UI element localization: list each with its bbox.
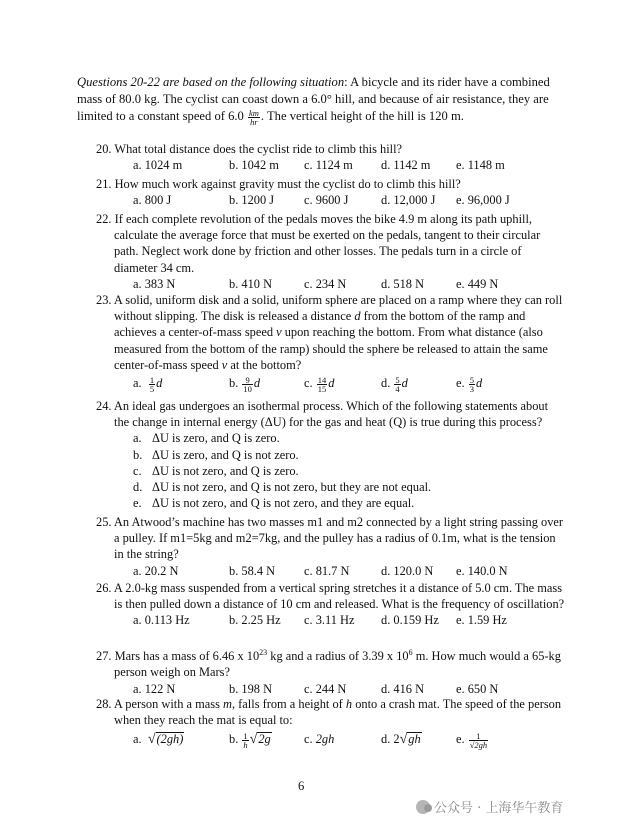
option-e[interactable]: e. 449 N xyxy=(456,276,499,291)
option-c[interactable]: c. 244 N xyxy=(304,681,347,696)
question-26: 26. A 2.0-kg mass suspended from a vertical spring stretches it a distance of 5.0 cm. The mass is then pulled down a distance of 10 cm and released. What is the frequency of oscillation? a. 0.113 Hz b. 2.25 Hz c. 3.11 Hz d. 0.159 Hz e. 1.59 Hz xyxy=(96,581,565,628)
options-23 xyxy=(96,375,566,397)
option-a[interactable]: a. 122 N xyxy=(133,681,176,696)
option-d[interactable]: d. 416 N xyxy=(381,681,425,696)
option-e[interactable]: e. $\frac{5}{3}$ d xyxy=(456,374,483,394)
options-26 xyxy=(96,612,566,628)
option-e[interactable]: e. $\frac{1}{√2gh}$ xyxy=(456,731,488,751)
option-c[interactable]: c. 1124 m xyxy=(304,158,353,173)
intro-text-1: : A bicycle and its rider have a combined mass of 80.0 kg. The cyclist can coast down a 6.0° hill, and because of air resistance, they are limited to a constant speed of 6.0 xyxy=(77,75,550,123)
option-a[interactable]: a. √(2gh) xyxy=(133,732,184,748)
intro-text-2: . The vertical height of the hill is 120 m. xyxy=(260,109,464,123)
question-23: 23. A solid, uniform disk and a solid, uniform sphere are placed on a ramp where they can roll without slipping. The disk is released a distance d from the bottom of the ramp and achieves a center-of-mass speed v upon reaching the bottom. From what distance (also measured from the bottom of the ramp) should the sphere be released to attain the same center-of-mass speed v at the bottom? a. $\frac{1}{5}$ d b. $\frac{9}{10}$ d c. $\frac{14}{15}$ d d. $\frac{5}{4}$ d e. $\frac{5}{3}$ d xyxy=(96,292,566,397)
option-b[interactable]: b. $\frac{9}{10}$ d xyxy=(229,374,261,394)
question-28: 28. A person with a mass m, falls from a height of h onto a crash mat. The speed of the person when they reach the mat is equal to: a. √(2gh) b. $\frac{1}{h}$ √2g c. 2gh d. 2√gh e. $\frac{1}{√2gh}$ xyxy=(96,696,566,753)
option-b[interactable]: b. 1200 J xyxy=(229,193,275,208)
option-a[interactable]: a. 20.2 N xyxy=(133,563,179,578)
option-c[interactable]: c. 81.7 N xyxy=(304,563,350,578)
option-d[interactable]: d. ΔU is not zero, and Q is not zero, but they are not equal. xyxy=(133,480,432,495)
option-b[interactable]: b. ΔU is zero, and Q is not zero. xyxy=(133,447,299,462)
speed-unit-fraction: $\frac{km}{hr}$ xyxy=(248,107,259,127)
option-b[interactable]: b. 410 N xyxy=(229,276,273,291)
question-25: 25. An Atwood’s machine has two masses m1 and m2 connected by a light string passing over a pulley. If m1=5kg and m2=7kg, and the pulley has a radius of 0.1m, what is the tension in the string? a. 20.2 N b. 58.4 N c. 81.7 N d. 120.0 N e. 140.0 N xyxy=(96,514,566,579)
option-d[interactable]: d. 1142 m xyxy=(381,158,431,173)
question-20: 20. What total distance does the cyclist ride to climb this hill? a. 1024 m b. 1042 m c. 1124 m d. 1142 m e. 1148 m xyxy=(96,141,566,173)
option-a[interactable]: a. $\frac{1}{5}$ d xyxy=(133,374,163,394)
option-c[interactable]: c. 234 N xyxy=(304,276,347,291)
question-21: 21. How much work against gravity must the cyclist do to climb this hill? a. 800 J b. 1200 J c. 9600 J d. 12,000 J e. 96,000 J xyxy=(96,176,566,208)
options-22 xyxy=(96,276,566,292)
watermark: 公众号 · 上海华午教育 xyxy=(416,797,563,816)
option-b[interactable]: b. $\frac{1}{h}$ √2g xyxy=(229,731,271,751)
option-b[interactable]: b. 1042 m xyxy=(229,158,279,173)
question-27: 27. Mars has a mass of 6.46 x $10^{23}$ kg and a radius of 3.39 x $10^6$ m. How much would a 65-kg person weigh on Mars? a. 122 N b. 198 N c. 244 N d. 416 N e. 650 N xyxy=(96,645,566,697)
option-e[interactable]: e. 96,000 J xyxy=(456,193,510,208)
options-27 xyxy=(96,681,566,697)
question-22: 22. If each complete revolution of the pedals moves the bike 4.9 m along its path uphill, calculate the average force that must be exerted on the pedals, tangent to their circular path. Neglect work done by friction and other losses. The pedals turn in a circle of diameter 34 cm. a. 383 N b. 410 N c. 234 N d. 518 N e. 449 N xyxy=(96,211,566,292)
options-25 xyxy=(96,563,566,579)
option-d[interactable]: d. 0.159 Hz xyxy=(381,613,439,628)
wechat-icon xyxy=(416,800,430,814)
option-d[interactable]: d. 2√gh xyxy=(381,732,421,748)
page-number: 6 xyxy=(298,779,305,793)
option-e[interactable]: e. 140.0 N xyxy=(456,563,508,578)
option-d[interactable]: d. 12,000 J xyxy=(381,193,436,208)
option-b[interactable]: b. 198 N xyxy=(229,681,273,696)
options-24 xyxy=(133,430,566,511)
option-d[interactable]: d. 120.0 N xyxy=(381,563,434,578)
option-b[interactable]: b. 58.4 N xyxy=(229,563,276,578)
options-28 xyxy=(96,731,566,753)
option-a[interactable]: a. 1024 m xyxy=(133,158,183,173)
option-a[interactable]: a. 800 J xyxy=(133,193,172,208)
intro-lead: Questions 20-22 are based on the following situation xyxy=(77,75,345,89)
option-d[interactable]: d. $\frac{5}{4}$ d xyxy=(381,374,408,394)
option-a[interactable]: a. ΔU is zero, and Q is zero. xyxy=(133,431,280,446)
options-20 xyxy=(96,157,566,173)
option-e[interactable]: e. 1.59 Hz xyxy=(456,613,507,628)
option-c[interactable]: c. 2gh xyxy=(304,732,335,747)
options-21 xyxy=(96,192,566,208)
option-a[interactable]: a. 383 N xyxy=(133,276,176,291)
option-a[interactable]: a. 0.113 Hz xyxy=(133,613,190,628)
option-b[interactable]: b. 2.25 Hz xyxy=(229,613,281,628)
option-c[interactable]: c. ΔU is not zero, and Q is zero. xyxy=(133,463,299,478)
question-24: 24. An ideal gas undergoes an isothermal process. Which of the following statements about the change in internal energy (ΔU) for the gas and heat (Q) is true during this process? a. ΔU is zero, and Q is zero. b. ΔU is zero, and Q is not zero. c. ΔU is not zero, and Q is zero. d. ΔU is not zero, and Q is not zero, but they are not equal. e. ΔU is not zero, and Q is not zero, and they are equal. xyxy=(96,398,566,511)
option-d[interactable]: d. 518 N xyxy=(381,276,425,291)
option-c[interactable]: c. 3.11 Hz xyxy=(304,613,355,628)
option-c[interactable]: c. $\frac{14}{15}$ d xyxy=(304,374,335,394)
option-e[interactable]: e. 650 N xyxy=(456,681,499,696)
option-e[interactable]: e. 1148 m xyxy=(456,158,505,173)
option-c[interactable]: c. 9600 J xyxy=(304,193,349,208)
option-e[interactable]: e. ΔU is not zero, and Q is not zero, and they are equal. xyxy=(133,496,415,511)
intro-paragraph xyxy=(77,74,557,126)
